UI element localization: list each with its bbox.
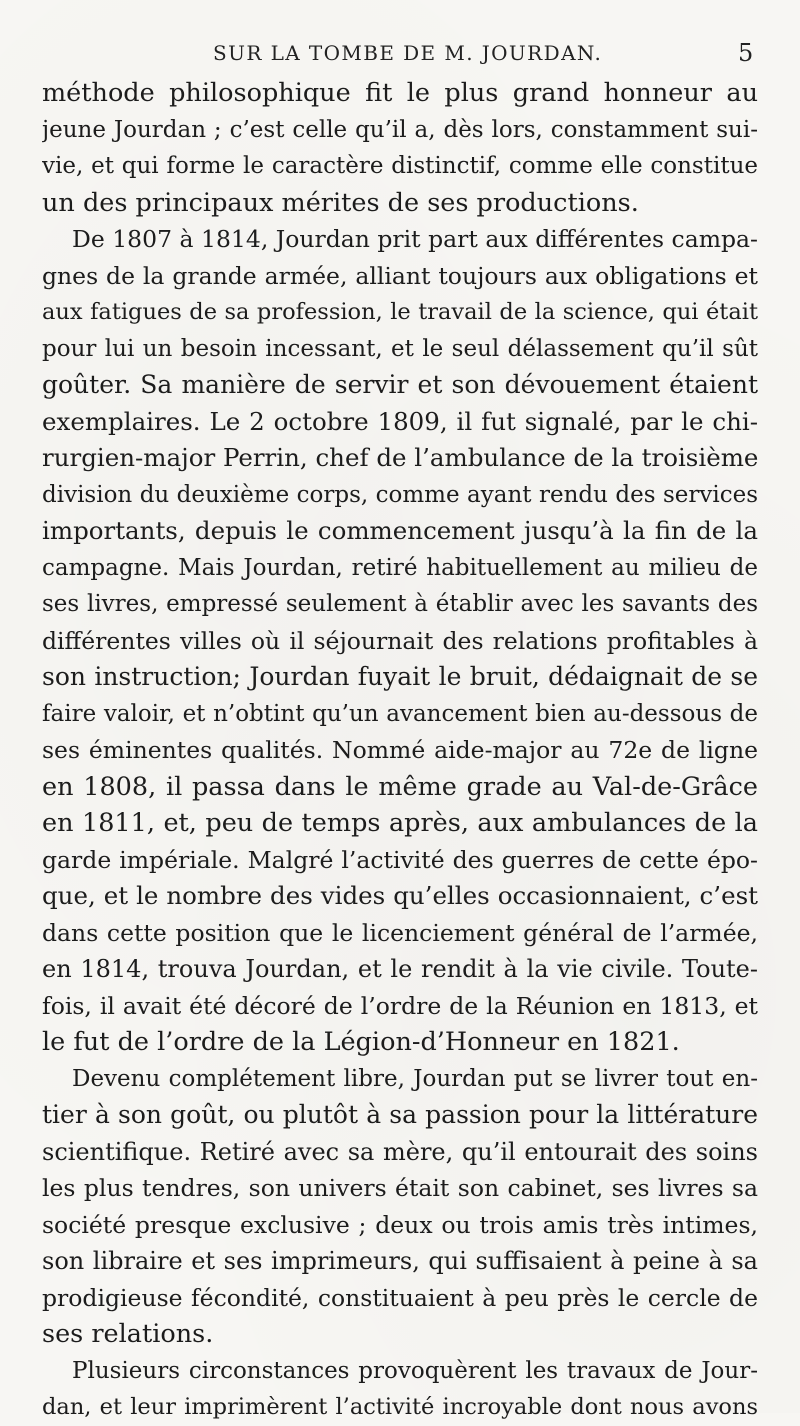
text-line: ses relations. [42,1319,214,1349]
text-line: Plusieurs circonstances provoquèrent les travaux de Jour- [72,1357,758,1384]
text-line: tier à son goût, ou plutôt à sa passion pour la littérature [42,1100,758,1129]
paragraph-3 [42,1061,758,1353]
text-line: scientifique. Retiré avec sa mère, qu’il entourait des soins [42,1137,758,1166]
text-line: faire valoir, et n’obtint qu’un avancement bien au-dessous de [42,700,758,727]
text-line: vie, et qui forme le caractère distinctif, comme elle constitue [42,153,758,179]
text-line: que, et le nombre des vides qu’elles occasionnaient, c’est [42,881,758,910]
text-line: exemplaires. Le 2 octobre 1809, il fut signalé, par le chi- [42,406,758,436]
text-line: aux fatigues de sa profession, le travail de la science, qui était [42,299,758,325]
paragraph-2 [42,221,758,1061]
text-line: ses éminentes qualités. Nommé aide-major au 72e de ligne [42,736,758,764]
text-line: De 1807 à 1814, Jourdan prit part aux différentes campa- [72,225,758,253]
text-line: son libraire et ses imprimeurs, qui suffisaient à peine à sa [42,1247,758,1275]
text-line: fois, il avait été décoré de l’ordre de la Réunion en 1813, et [42,991,758,1020]
running-head [0,33,800,73]
text-line: son instruction; Jourdan fuyait le bruit, dédaignait de se [42,662,758,691]
paragraph-4 [42,1353,758,1426]
text-line: un des principaux mérites de ses productions. [42,187,639,218]
text-line: dans cette position que le licenciement général de l’armée, [42,918,758,947]
text-line: prodigieuse fécondité, constituaient à peu près le cercle de [42,1283,758,1312]
text-line: les plus tendres, son univers était son cabinet, ses livres sa [42,1174,758,1202]
text-line: méthode philosophique fit le plus grand honneur au [42,78,758,108]
text-line: goûter. Sa manière de servir et son dévouement étaient [42,370,758,399]
text-line: le fut de l’ordre de la Légion-d’Honneur en 1821. [42,1027,680,1057]
text-line: en 1814, trouva Jourdan, et le rendit à la vie civile. Toute- [42,955,758,983]
text-line: importants, depuis le commencement jusqu’à la fin de la [42,516,758,545]
text-line: jeune Jourdan ; c’est celle qu’il a, dès lors, constamment sui- [42,116,758,143]
text-line: campagne. Mais Jourdan, retiré habituellement au milieu de [42,554,758,581]
text-line: Devenu complétement libre, Jourdan put se livrer tout en- [72,1065,758,1092]
text-line: gnes de la grande armée, alliant toujours aux obligations et [42,261,758,290]
text-line: différentes villes où il séjournait des relations profitables à [42,626,758,655]
text-line: société presque exclusive ; deux ou trois amis très intimes, [42,1210,758,1239]
page-number: 5 [738,39,754,67]
body-text [42,75,758,1426]
text-line: division du deuxième corps, comme ayant rendu des services [42,481,758,508]
text-line: rurgien-major Perrin, chef de l’ambulance de la troisième [42,443,758,472]
text-line: ses livres, empressé seulement à établir avec les savants des [42,591,758,617]
text-line: garde impériale. Malgré l’activité des guerres de cette épo- [42,845,758,874]
running-title: SUR LA TOMBE DE M. JOURDAN. [213,41,603,65]
text-line: dan, et leur imprimèrent l’activité incroyable dont nous avons [42,1394,758,1420]
paragraph-1 [42,75,758,221]
text-line: en 1811, et, peu de temps après, aux ambulances de la [42,808,758,838]
text-line: en 1808, il passa dans le même grade au Val-de-Grâce [42,771,758,802]
text-line: pour lui un besoin incessant, et le seul délassement qu’il sût [42,335,758,362]
